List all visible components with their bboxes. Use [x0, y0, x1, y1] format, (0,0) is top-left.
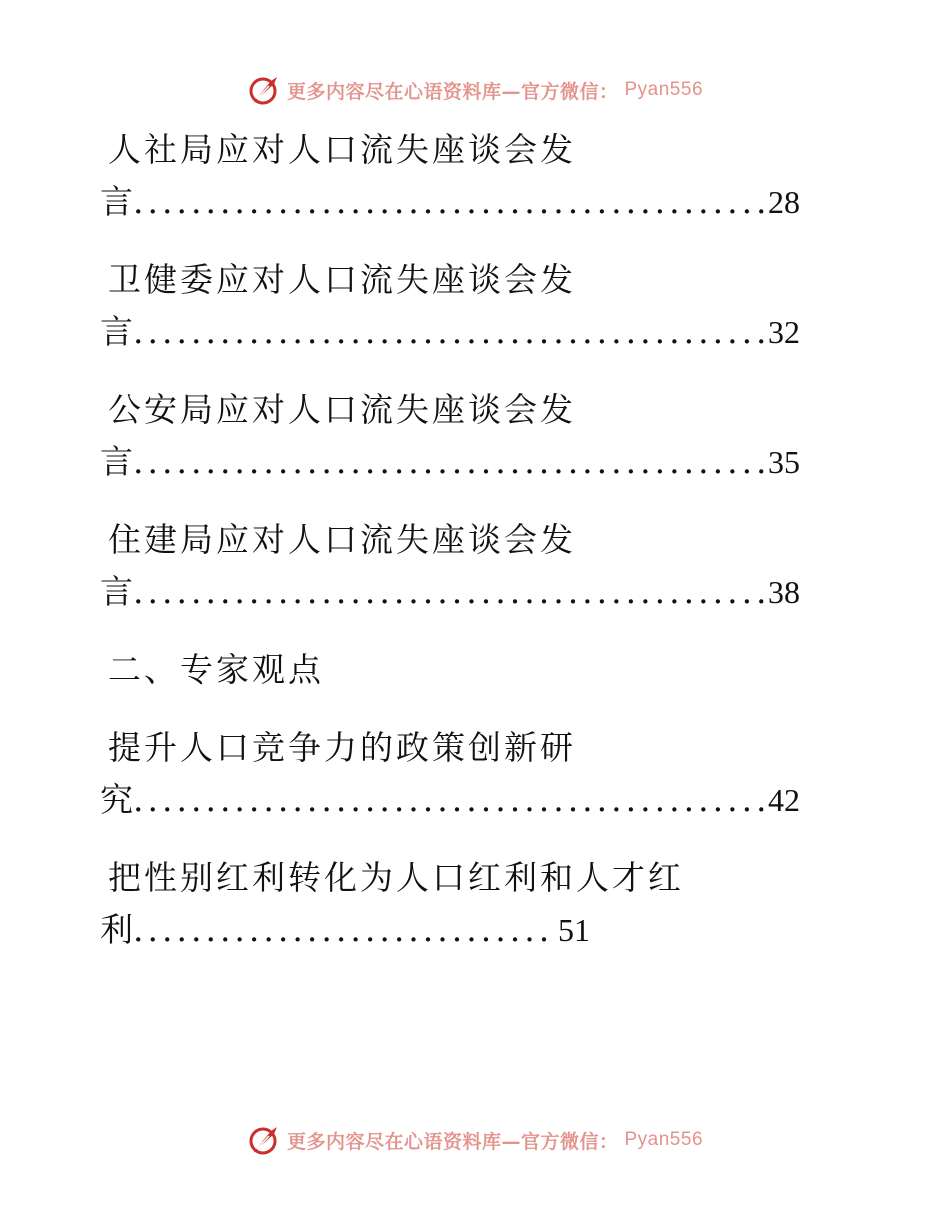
watermark-wechat-id: Pyan556 [624, 79, 704, 100]
footer-watermark [0, 1120, 950, 1160]
watermark-text: 更多内容尽在心语资料库—官方微信： [286, 1130, 619, 1153]
toc-leader-line [100, 774, 800, 826]
toc-entry-title: 人社局应对人口流失座谈会发 [108, 130, 576, 169]
toc-entry-title: 公安局应对人口流失座谈会发 [108, 390, 576, 429]
toc-entry-title-tail: 言 [100, 572, 133, 611]
toc-entry[interactable] [100, 254, 800, 358]
header-watermark [0, 70, 950, 110]
toc-entry-title-tail: 言 [100, 442, 133, 481]
toc-entry-title-tail: 究 [100, 780, 133, 819]
toc-entry[interactable] [100, 384, 800, 488]
toc-page-number: 35 [768, 444, 800, 480]
toc-page-number: 38 [768, 574, 800, 610]
quill-logo-icon [247, 73, 281, 107]
toc-leader-line [100, 566, 800, 618]
toc-leader-line [100, 904, 590, 956]
watermark-text: 更多内容尽在心语资料库—官方微信： [286, 80, 619, 103]
toc-leader-line [100, 176, 800, 228]
toc-entry-title-tail: 言 [100, 182, 133, 221]
toc-page-number: 32 [768, 314, 800, 350]
toc-entry-title: 把性别红利转化为人口红利和人才红 [108, 858, 684, 897]
toc-entry[interactable] [100, 852, 800, 956]
toc-dot-leader [133, 904, 554, 956]
toc-dot-leader [133, 566, 764, 618]
toc-page-number: 51 [558, 912, 590, 948]
toc-entry-title-tail: 利 [100, 910, 133, 949]
toc-entry-title: 住建局应对人口流失座谈会发 [108, 520, 576, 559]
toc-entry[interactable] [100, 722, 800, 826]
section-heading[interactable]: 二、专家观点 [108, 650, 324, 689]
toc-entry-title-tail: 言 [100, 312, 133, 351]
toc-entry[interactable] [100, 124, 800, 228]
toc-dot-leader [133, 774, 764, 826]
toc-dot-leader [133, 306, 764, 358]
toc-entry[interactable] [100, 514, 800, 618]
table-of-contents [100, 124, 800, 982]
toc-page-number: 28 [768, 184, 800, 220]
toc-dot-leader [133, 176, 764, 228]
toc-page-number: 42 [768, 782, 800, 818]
toc-leader-line [100, 306, 800, 358]
quill-logo-icon [247, 1123, 281, 1157]
watermark-wechat-id: Pyan556 [624, 1129, 704, 1150]
toc-entry-title: 提升人口竞争力的政策创新研 [108, 728, 576, 767]
toc-dot-leader [133, 436, 764, 488]
toc-entry-title: 卫健委应对人口流失座谈会发 [108, 260, 576, 299]
toc-leader-line [100, 436, 800, 488]
